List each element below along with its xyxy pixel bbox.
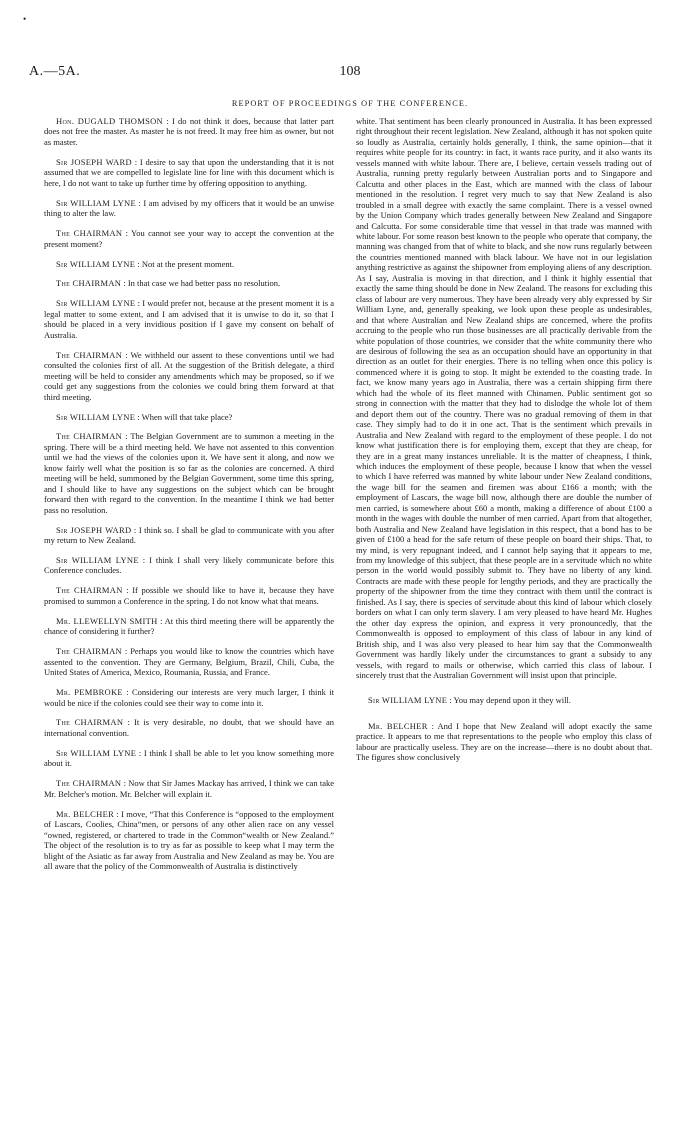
speaker-name: Sir WILLIAM LYNE [56,197,136,208]
speech-paragraph [44,228,334,249]
speaker-name: Sir WILLIAM LYNE [56,747,137,758]
running-title: REPORT OF PROCEEDINGS OF THE CONFERENCE. [231,99,469,108]
speech-paragraph [44,585,334,606]
speaker-name: Sir WILLIAM LYNE [56,298,136,309]
speaker-name: Mr. PEMBROKE [56,687,123,698]
speaker-name: The CHAIRMAN [56,778,122,789]
speech-text: You may depend upon it they will. [453,695,571,706]
speech-text: You cannot see your way to accept the convention at the present moment? [44,228,334,249]
speaker-name: Sir JOSEPH WARD [56,156,132,167]
speaker-name: Sir WILLIAM LYNE [368,695,448,706]
speaker-separator: : [136,747,144,758]
speech-paragraph [356,721,652,763]
speech-text: When will that take place? [141,411,233,422]
speaker-separator: : [162,116,172,126]
speaker-name: Sir WILLIAM LYNE [56,411,136,422]
speech-text: Now that Sir James Mackay has arrived, I think we can take Mr. Belcher's motion. Mr. Belcher will explain it. [44,778,334,799]
page-number: 108 [339,64,361,79]
speaker-separator: : [121,778,129,789]
speech-text: I think I shall very likely communicate before this Conference concludes. [44,555,334,576]
speech-text: At this third meeting there will be apparently the chance of considering it further? [44,615,334,637]
speaker-name: Hon. DUGALD THOMSON [56,116,163,126]
speech-text: We withheld our assent to these conventions until we had consulted the colonies first of all. At the suggestion of the British delegate, a third meeting will be held to consider any amendments which may be proposed, so if we could get any suggestions from the colonies we could bring them forward at that third meeting. [44,349,334,402]
speaker-separator: : [135,258,142,269]
speech-paragraph [44,555,334,576]
speech-paragraph [44,116,334,147]
speech-paragraph [44,646,334,677]
speech-paragraph [44,717,334,738]
speech-paragraph [44,748,334,769]
speech-paragraph [44,809,334,872]
speech-text: Not at the present moment. [141,258,235,269]
speaker-separator: : [122,228,132,239]
speech-paragraph [44,278,334,288]
speech-paragraph [44,412,334,422]
speaker-separator: : [121,278,128,289]
speech-text: I desire to say that upon the understanding that it is not assumed that we are compelled to legislate line for line with this document which is here, I do not want to take up further time by offering opposition to anything. [44,156,334,188]
margin-mark: • [23,14,27,24]
speaker-separator: : [123,717,134,728]
speaker-name: Sir JOSEPH WARD [56,524,132,535]
speaker-separator: : [447,695,454,706]
document-reference: A.—5A. [29,64,81,79]
speaker-separator: : [122,349,131,360]
continuation-paragraph: white. That sentiment has been clearly pronounced in Australia. It has been expressed right throughout their recent legislation. New Zealand, although it has not spoken quite so loudly as Australia, certainly holds generally, I think, the same opinion—that it requires white people for its country: in fact, it wants race purity, and it also wants its vessels manned with white labour. There are, I believe, certain vessels trading out of Australia, running pretty regularly between Australian ports and to Singapore and Calcutta and other places in the East, which are manned with the class of labour mentioned in the resolution. I regret very much to say that New Zealand is also troubled in a small degree with exactly the same complaint. There is a vessel owned by the Union Company which trades generally between New Zealand and Singapore and Calcutta. For some considerable time that vessel in that trade was manned with white labour. For some reason best known to the people who operate that company, the manning was changed from that of white to black, and she now runs regularly between the countries mentioned manned with black labour. We have not in our legislation anything restrictive as against the shipowner from employing aliens of any description. As I say, Australia is moving in that direction, and I think it highly essential that exactly the same thing should be done in New Zealand. The reasons for excluding this class of labour are very numerous. They have been already very ably expressed by Sir William Lyne, and, generally speaking, we look upon these people as undesirables, and that where Australian and New Zealand ships are concerned, where the profits accruing to the people who run those businesses are all practically derivable from the white population of those countries, we consider that the white community there who are desirous of following the sea as an occupation should have an opportunity in that direction as an outlet for their energies. There is no telling when once this policy is commenced where it is going to stop. It might be extended to the coasting trade. In fact, we know many years ago in Australia, there was a certain shipping firm there which had the whole of its fleet manned with Chinamen. Public sentiment got so strong in connection with the matter that they had to dislodge the whole lot of them and deport them out of the country. There was no gradual removing of them in that case. They simply had to do it in one act. That is the sentiment which prevails in Australia and New Zealand with regard to the employment of these people. I do not know what justification there is for employing them, except that they are cheap, for they are in a great many instances unreliable. It is the matter of cheapness, I think, which induces the employment of these people, because I know that when the vessel to which I have referred was manned by white labour under New Zealand conditions, the wage bill for the seamen and firemen was about £166 a month; with the employment of Lascars, the wage bill now, although there are double the number of men carried, is somewhere about £60 a month, making a difference of about £100 a month in the wages with double the number of men carried. Apart from that altogether, both Australia and New Zealand have legislation in this respect, that a bond has to be given of £100 a head for the safe return of these people on board their ships. That, to my mind, is very repugnant indeed, and I cannot help saying that it appears to me, from my knowledge of this subject, that these people are in a servitude which no white person in the world would possibly submit to. They have no liberty of any kind. Contracts are made with these people for lengthy periods, and they are practically the property of the shipowner from the time they contract with them until the contract is finished. As I say, there is species of servitude about this kind of labour which closely borders on what I can only term slavery. I am very pleased to have heard Mr. Hughes the other day express the opinion, and express it very pronouncedly, that the Commonwealth is opposed to employment of this class of labour in any kind of British ship, and I was also very pleased to hear him say that the Commonwealth Government was hardly likely under the circumstances to grant a subsidy to any vessels, with regard to mails or otherwise, which carried this class of labour. I sincerely trust that the Australian Government will insist upon that principle. [356,116,652,681]
speaker-separator: : [122,585,133,596]
speaker-name: The CHAIRMAN [56,646,122,657]
right-column [356,116,652,1126]
speech-paragraph [44,259,334,269]
speaker-name: Mr. LLEWELLYN SMITH [56,615,158,626]
speech-paragraph [44,431,334,515]
speech-text: I move, “That this Conference is “opposed to the employment of Lascars, Coolies, China“men, or persons of any other alien race on any vessel “owned, registered, or chartered to trade in the Common“wealth or New Zealand.” The object of the resolution is to try as far as possible to keep what I may term the blight of the Asiatic as far away from Australia and New Zealand as may be. You are all aware that the policy of the Commonwealth of Australia is distinctively [44,808,334,871]
speaker-name: Mr. BELCHER [56,808,115,819]
speaker-separator: : [157,615,165,626]
speaker-separator: : [131,524,139,535]
speech-text: I would prefer not, because at the present moment it is a legal matter to some extent, and I am advised that it is unwise to do it, so that I should be placed in a very invidious position if I gave my consent on behalf of Australia. [44,298,334,340]
speaker-separator: : [114,808,122,819]
speaker-name: The CHAIRMAN [56,585,123,596]
speech-text: Perhaps you would like to know the countries which have assented to the convention. They are Germany, Belgium, Brazil, Chili, Cuba, the United States of America, Mexico, Roumania, Russia, and France. [44,646,334,678]
left-column [44,116,334,1126]
speech-text: Considering our interests are very much larger, I think it would be nice if the colonies could see their way to come into it. [44,687,334,708]
speaker-name: Mr. BELCHER [368,720,428,731]
speech-paragraph [44,616,334,637]
speaker-name: The CHAIRMAN [56,278,122,289]
speaker-separator: : [427,720,438,731]
speaker-separator: : [122,646,131,657]
speech-paragraph [44,687,334,708]
speech-paragraph [44,350,334,402]
speech-text: If possible we should like to have it, because they have promised to summon a Conference in the spring. I do not know what that means. [44,585,334,606]
speech-text: The Belgian Government are to summon a meeting in the spring. There will be a third meeting held. We have not assented to this convention until we had the views of the colonies upon it. We have sent it along, and now we know fairly well what the position is so far as the colonies are concerned. A third meeting will be held, summoned by the Belgian Government, some time this spring, and I should like to have any suggestions on the subject which can be brought forward then with regard to the convention. In the meantime I think we had better pass no resolution. [44,431,334,515]
speaker-name: Sir WILLIAM LYNE [56,258,136,269]
speech-paragraph [44,778,334,799]
speech-paragraph [44,525,334,546]
speech-paragraph [44,198,334,219]
speech-text: I am advised by my officers that it would be an unwise thing to alter the law. [44,197,334,219]
speaker-name: Sir WILLIAM LYNE [56,555,139,565]
speech-paragraph [44,298,334,340]
speech-text: I do not think it does, because that latter part does not free the master. As master he is not freed. It may free him as owner, but not as master. [44,116,334,147]
speaker-separator: : [122,431,131,442]
speech-text: I think I shall be able to let you know something more about it. [44,747,334,769]
speech-text: In that case we had better pass no resolution. [127,278,281,289]
speaker-name: The CHAIRMAN [56,431,123,442]
speaker-separator: : [135,298,143,309]
speaker-separator: : [135,411,142,422]
speaker-separator: : [131,156,140,167]
speech-text: It is very desirable, no doubt, that we should have an international convention. [44,717,334,738]
speaker-separator: : [135,197,144,208]
speech-paragraph [356,695,652,705]
speaker-name: The CHAIRMAN [56,717,124,728]
speaker-separator: : [122,687,132,698]
speaker-name: The CHAIRMAN [56,349,123,360]
speaker-name: The CHAIRMAN [56,228,123,239]
speech-text: I think so. I shall be glad to communicate with you after my return to New Zealand. [44,524,334,546]
speech-text: And I hope that New Zealand will adopt exactly the same practice. It appears to me that representations to the people who employ this class of labour are practically useless. They are on the increase—there is no doubt about that. The figures show conclusively [356,720,652,763]
speech-paragraph [44,157,334,188]
speaker-separator: : [138,555,150,565]
